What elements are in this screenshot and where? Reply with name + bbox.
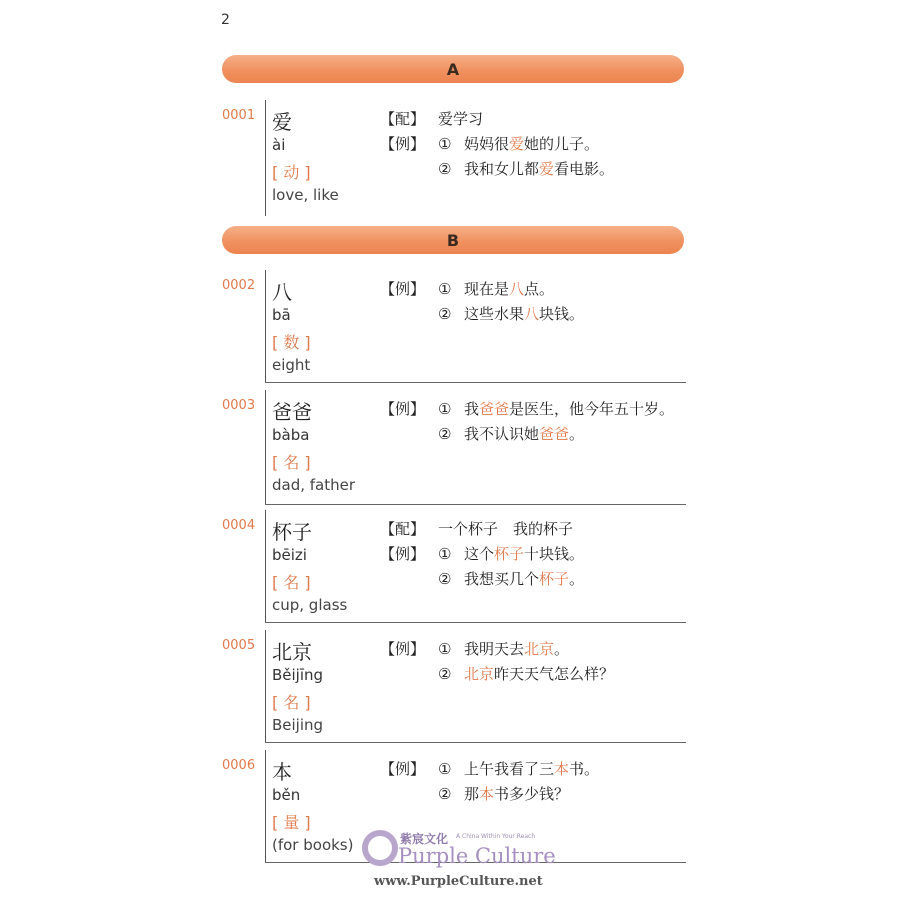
- watermark-url: www.PurpleCulture.net: [374, 874, 543, 889]
- watermark-name: Purple Culture: [398, 844, 556, 868]
- entry-id: 0005: [222, 638, 256, 653]
- highlight-word: 北京: [464, 665, 495, 683]
- divider: [265, 390, 266, 504]
- collocation-text: 爱学习: [438, 110, 484, 128]
- example-line: ② 我不认识她爸爸。: [438, 425, 585, 443]
- example-number: ①: [438, 280, 452, 298]
- example-number: ②: [438, 425, 452, 443]
- headword: 爱: [272, 110, 292, 134]
- purple-culture-logo-icon: [362, 830, 398, 866]
- headword: 北京: [272, 640, 312, 664]
- pinyin: běn: [272, 786, 301, 804]
- entry-separator: [265, 742, 686, 743]
- example-tag: 【例】: [380, 280, 426, 298]
- entry-0005: [222, 630, 686, 744]
- example-line: 【例】 ① 我爸爸是医生，他今年五十岁。: [380, 400, 675, 418]
- example-line: 【例】 ① 现在是八点。: [380, 280, 555, 298]
- entry-separator: [265, 382, 686, 383]
- pinyin: bā: [272, 306, 291, 324]
- entry-0001: [222, 100, 686, 218]
- example-line: ② 那本书多少钱？: [438, 785, 570, 803]
- example-tag: 【例】: [380, 545, 426, 563]
- headword: 杯子: [272, 520, 312, 544]
- example-line: ② 我和女儿都爱看电影。: [438, 160, 615, 178]
- entry-id: 0004: [222, 518, 256, 533]
- highlight-word: 本: [479, 785, 495, 803]
- divider: [265, 100, 266, 216]
- example-tag: 【例】: [380, 760, 426, 778]
- entry-0002: [222, 270, 686, 384]
- divider: [265, 270, 266, 382]
- example-number: ②: [438, 665, 452, 683]
- english-gloss: dad, father: [272, 476, 356, 494]
- section-header-a: [222, 55, 684, 83]
- divider: [265, 750, 266, 862]
- example-number: ②: [438, 160, 452, 178]
- entry-id: 0003: [222, 398, 256, 413]
- headword: 本: [272, 760, 292, 784]
- example-tag: 【例】: [380, 135, 426, 153]
- example-tag: 【例】: [380, 640, 426, 658]
- pinyin: Běijīng: [272, 666, 324, 684]
- headword: 爸爸: [272, 400, 312, 424]
- example-line: ② 这些水果八块钱。: [438, 305, 585, 323]
- divider: [265, 630, 266, 742]
- example-line: 【例】 ① 上午我看了三本书。: [380, 760, 600, 778]
- part-of-speech: [ 名 ]: [272, 453, 311, 472]
- example-line: ② 我想买几个杯子。: [438, 570, 585, 588]
- highlight-word: 杯子: [494, 545, 525, 563]
- example-number: ①: [438, 545, 452, 563]
- english-gloss: cup, glass: [272, 596, 348, 614]
- entry-separator: [265, 504, 686, 505]
- highlight-word: 北京: [524, 640, 555, 658]
- collocation-tag: 【配】: [380, 520, 426, 538]
- english-gloss: Beijing: [272, 716, 324, 734]
- entry-0003: [222, 390, 686, 506]
- entry-0004: [222, 510, 686, 624]
- collocation-text: 一个杯子 我的杯子: [438, 520, 574, 538]
- highlight-word: 爱: [539, 160, 555, 178]
- pinyin: ài: [272, 136, 286, 154]
- example-number: ①: [438, 640, 452, 658]
- headword: 八: [272, 280, 292, 304]
- english-gloss: eight: [272, 356, 311, 374]
- part-of-speech: [ 数 ]: [272, 333, 311, 352]
- pinyin: bàba: [272, 426, 310, 444]
- entry-id: 0001: [222, 108, 256, 123]
- part-of-speech: [ 量 ]: [272, 813, 311, 832]
- section-letter: A: [446, 59, 460, 79]
- english-gloss: love, like: [272, 186, 339, 204]
- collocation-tag: 【配】: [380, 110, 426, 128]
- highlight-word: 八: [524, 305, 540, 323]
- example-number: ①: [438, 760, 452, 778]
- example-tag: 【例】: [380, 400, 426, 418]
- example-line: 【例】 ① 我明天去北京。: [380, 640, 570, 658]
- pinyin: bēizi: [272, 546, 307, 564]
- example-number: ②: [438, 785, 452, 803]
- divider: [265, 510, 266, 622]
- highlight-word: 爱: [509, 135, 525, 153]
- collocation-line: [380, 108, 483, 129]
- section-header-b: [222, 226, 684, 254]
- highlight-word: 杯子: [539, 570, 570, 588]
- section-letter: B: [446, 230, 460, 250]
- entry-id: 0002: [222, 278, 256, 293]
- example-number: ①: [438, 400, 452, 418]
- example-number: ①: [438, 135, 452, 153]
- entry-id: 0006: [222, 758, 256, 773]
- highlight-word: 爸爸: [539, 425, 570, 443]
- watermark-chinese: 紫宸文化: [400, 832, 449, 846]
- example-line: 【例】 ① 这个杯子十块钱。: [380, 545, 585, 563]
- collocation-line: [380, 518, 573, 539]
- watermark: [360, 826, 560, 896]
- page-number: 2: [221, 12, 230, 28]
- english-gloss: (for books): [272, 836, 354, 854]
- example-number: ②: [438, 305, 452, 323]
- watermark-tagline: A China Within Your Reach: [456, 833, 536, 840]
- highlight-word: 本: [554, 760, 570, 778]
- highlight-word: 爸爸: [479, 400, 510, 418]
- part-of-speech: [ 名 ]: [272, 573, 311, 592]
- example-line: ② 北京昨天天气怎么样？: [438, 665, 615, 683]
- entry-separator: [265, 622, 686, 623]
- example-number: ②: [438, 570, 452, 588]
- part-of-speech: [ 动 ]: [272, 163, 311, 182]
- example-line: 【例】 ① 妈妈很爱她的儿子。: [380, 135, 600, 153]
- highlight-word: 八: [509, 280, 525, 298]
- part-of-speech: [ 名 ]: [272, 693, 311, 712]
